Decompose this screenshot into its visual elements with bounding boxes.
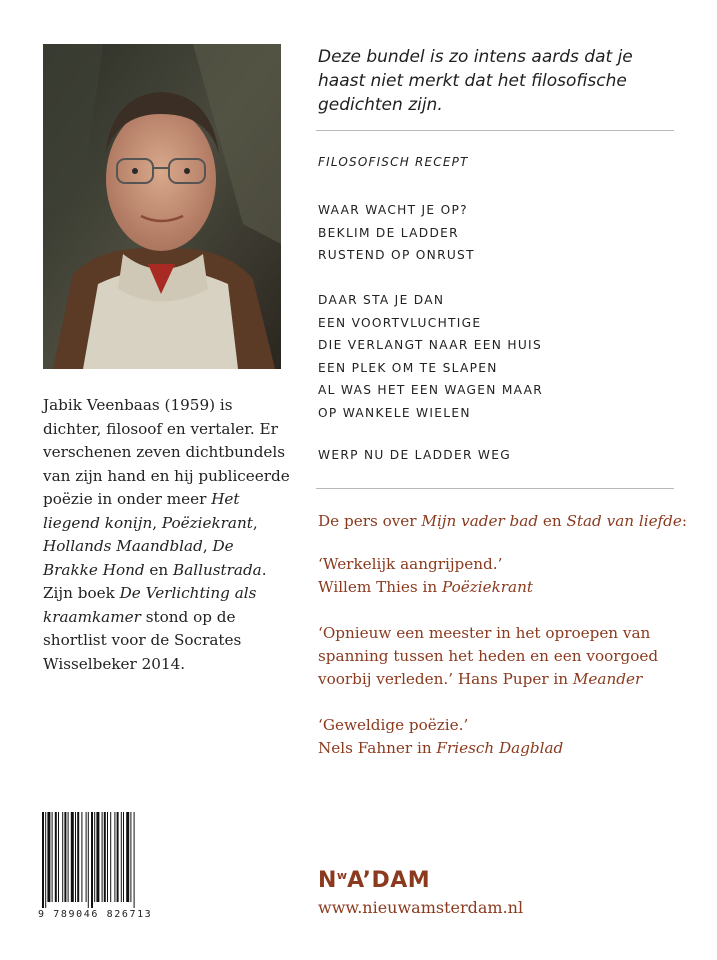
press-heading <box>318 510 698 532</box>
poem-line: AL WAS HET EEN WAGEN MAAR <box>318 383 544 397</box>
barcode-bar <box>71 812 74 902</box>
bio-text: stond op de shortlist voor de Socrates Wisselbeker 2014. <box>43 607 242 673</box>
magazine-title: Het liegend konijn <box>43 490 240 532</box>
barcode-bar <box>86 812 87 902</box>
quote-source <box>318 737 698 760</box>
barcode-bar <box>45 812 46 908</box>
barcode-bar <box>114 812 115 902</box>
barcode-bar <box>110 812 111 902</box>
poem-line: RUSTEND OP ONRUST <box>318 248 475 262</box>
poem-line: OP WANKELE WIELEN <box>318 405 471 420</box>
logo-text: A’DAM <box>347 868 431 893</box>
bio-separator: , <box>152 513 162 532</box>
tagline-quote: Deze bundel is zo intens aards dat je haast niet merkt dat het filosofische gedichten zijn. <box>318 47 633 115</box>
barcode-bar <box>42 812 44 908</box>
magazine-title: Ballustrada <box>173 560 262 579</box>
quote-text: ‘Geweldige poëzie.’ <box>318 716 469 734</box>
barcode-bar <box>117 812 119 902</box>
quote-text: ‘Opnieuw een meester in het oproepen van spanning tussen het heden en een voorgoed voorbij verleden.’ <box>318 624 659 688</box>
barcode-bar <box>47 812 50 902</box>
author-photo <box>43 44 281 369</box>
quote-author: Nels Fahner in <box>318 739 437 757</box>
bio-separator: en <box>144 560 174 579</box>
barcode-bar <box>88 812 89 908</box>
poem-line: BEKLIM DE LADDER <box>318 225 459 240</box>
press-heading-text: en <box>538 512 567 530</box>
quote-publication: Friesch Dagblad <box>436 739 564 757</box>
barcode-bar <box>81 812 82 902</box>
poem-line: DAAR STA JE DAN <box>318 293 445 307</box>
barcode-bar <box>68 812 69 902</box>
barcode-bar <box>77 812 79 902</box>
barcode-bar <box>96 812 99 902</box>
magazine-title: Hollands Maandblad <box>43 537 203 555</box>
bio-text: Jabik Veenbaas (1959) is dichter, filosoof en vertaler. Er verschenen zeven dichtbundels van zijn hand en hij publiceerde poëzie in onder meer <box>43 396 290 508</box>
quote-source <box>458 670 642 688</box>
quote-author: Hans Puper in <box>457 670 573 688</box>
book-title: De Verlichting als kraamkamer <box>43 584 257 626</box>
logo-text: N <box>318 868 337 893</box>
barcode-bar <box>130 812 131 902</box>
magazine-title: Poëziekrant <box>161 513 253 532</box>
press-quote <box>318 553 698 599</box>
press-quote <box>318 622 698 691</box>
isbn-number: 9 789046 826713 <box>38 909 153 920</box>
barcode-bar <box>104 812 106 902</box>
book-title: Stad van liefde <box>566 512 682 530</box>
barcode-bar <box>123 812 124 902</box>
poem-line: DIE VERLANGT NAAR EEN HUIS <box>318 338 542 352</box>
press-heading-text: : <box>681 512 688 530</box>
publisher-logo <box>318 868 430 893</box>
author-bio <box>43 394 293 676</box>
quote-publication: Poëziekrant <box>441 578 533 596</box>
quote-publication: Meander <box>572 670 643 688</box>
barcode-bar <box>64 812 66 902</box>
isbn-barcode <box>38 812 166 922</box>
barcode-bar <box>121 812 122 902</box>
poem-line: EEN PLEK OM TE SLAPEN <box>318 360 498 375</box>
press-quote <box>318 714 698 760</box>
bio-text: . Zijn boek <box>43 560 267 602</box>
magazine-title: De Brakke Hond <box>43 537 234 579</box>
barcode-bar <box>62 812 63 902</box>
poem-stanza-3 <box>318 444 511 467</box>
barcode-bar <box>94 812 95 902</box>
quote-source <box>318 576 698 599</box>
logo-text: w <box>336 869 348 882</box>
quote-text: ‘Werkelijk aangrijpend.’ <box>318 555 503 573</box>
poem-title: FILOSOFISCH RECEPT <box>318 155 469 169</box>
barcode-bar <box>58 812 59 902</box>
poem-stanza-2 <box>318 289 543 424</box>
quote-author: Willem Thies in <box>318 578 442 596</box>
bio-separator: , <box>252 513 258 532</box>
barcode-bar <box>52 812 53 902</box>
barcode-bar <box>126 812 129 902</box>
poem-line: WERP NU DE LADDER WEG <box>318 448 512 462</box>
barcode-bar <box>55 812 57 902</box>
barcode-bar <box>134 812 135 908</box>
barcode-bar <box>91 812 93 908</box>
book-title: Mijn vader bad <box>421 512 539 530</box>
author-portrait-image <box>43 44 281 369</box>
bio-separator: , <box>202 537 213 555</box>
press-heading-text: De pers over <box>318 512 422 530</box>
poem-line: EEN VOORTVLUCHTIGE <box>318 315 482 330</box>
publisher-website[interactable]: www.nieuwamsterdam.nl <box>318 898 524 917</box>
divider <box>316 488 674 489</box>
poem-stanza-1 <box>318 199 475 267</box>
divider <box>316 130 674 131</box>
barcode-bar <box>102 812 103 902</box>
barcode-bar <box>107 812 108 902</box>
barcode-bar <box>75 812 76 902</box>
poem-line: WAAR WACHT JE OP? <box>318 203 468 217</box>
barcode-bars <box>38 812 166 908</box>
